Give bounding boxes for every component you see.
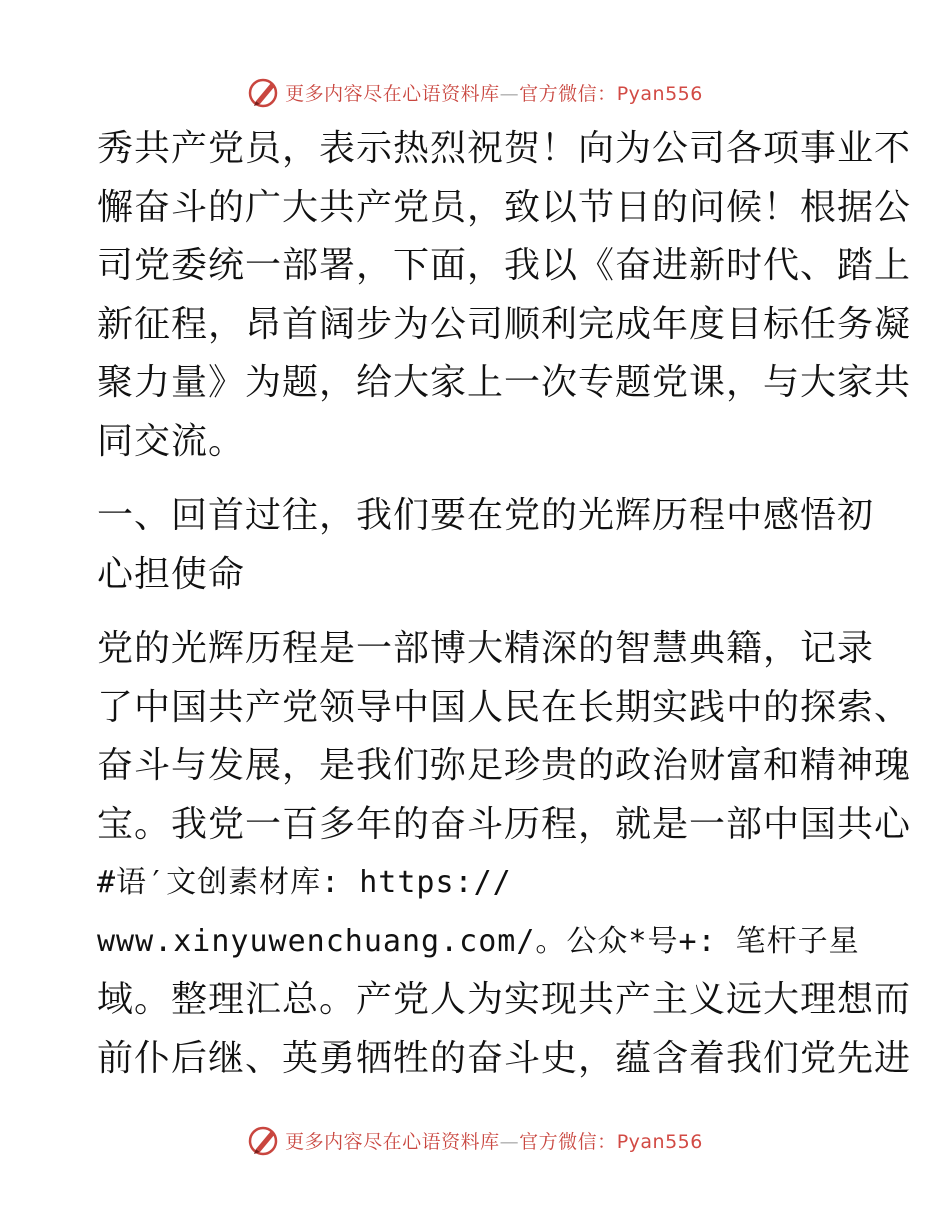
text-line: 了中国共产党领导中国人民在长期实践中的探索、 [97,686,912,728]
section-heading [97,487,875,604]
text-line-url: #语′文创素材库: https:// [97,865,512,900]
text-line: 宝。我党一百多年的奋斗历程，就是一部中国共心 [97,803,912,845]
text-line: 前仆后继、英勇牺牲的奋斗史，蕴含着我们党先进 [97,1037,912,1079]
banner-main-text: 更多内容尽在心语资料库 [285,1130,500,1153]
banner-label: 官方微信： [519,82,617,105]
text-line-url: www.xinyuwenchuang.com/。公众*号+: 笔杆子星 [97,923,860,959]
banner-separator: — [499,82,520,105]
paragraph-body [97,620,912,1088]
banner-wechat-id: Pyan556 [616,82,703,105]
pen-logo-icon [247,1123,281,1157]
document-body [97,120,912,1088]
text-line: 新征程，昂首阔步为公司顺利完成年度目标任务凝 [97,303,912,345]
banner-wechat-id: Pyan556 [616,1130,703,1153]
text-line: 聚力量》为题，给大家上一次专题党课，与大家共 [97,362,912,403]
text-line: 域。整理汇总。产党人为实现共产主义远大理想而 [97,979,912,1020]
heading-line: 一、回首过往，我们要在党的光辉历程中感悟初 [97,495,875,536]
pen-logo-icon [247,75,281,109]
header-banner [0,72,950,112]
text-line: 司党委统一部署，下面，我以《奋进新时代、踏上 [97,245,912,286]
heading-line: 心担使命 [97,553,246,595]
footer-banner [0,1120,950,1160]
text-line: 奋斗与发展，是我们弥足珍贵的政治财富和精神瑰 [97,745,912,786]
paragraph-intro [97,120,912,471]
text-line: 同交流。 [97,420,246,462]
banner-main-text: 更多内容尽在心语资料库 [285,82,500,105]
text-line: 懈奋斗的广大共产党员，致以节日的问候！根据公 [97,186,912,228]
text-line: 党的光辉历程是一部博大精深的智慧典籍，记录 [97,628,875,669]
banner-label: 官方微信： [519,1130,617,1153]
banner-separator: — [499,1130,520,1153]
text-line: 秀共产党员，表示热烈祝贺！向为公司各项事业不 [97,128,912,169]
